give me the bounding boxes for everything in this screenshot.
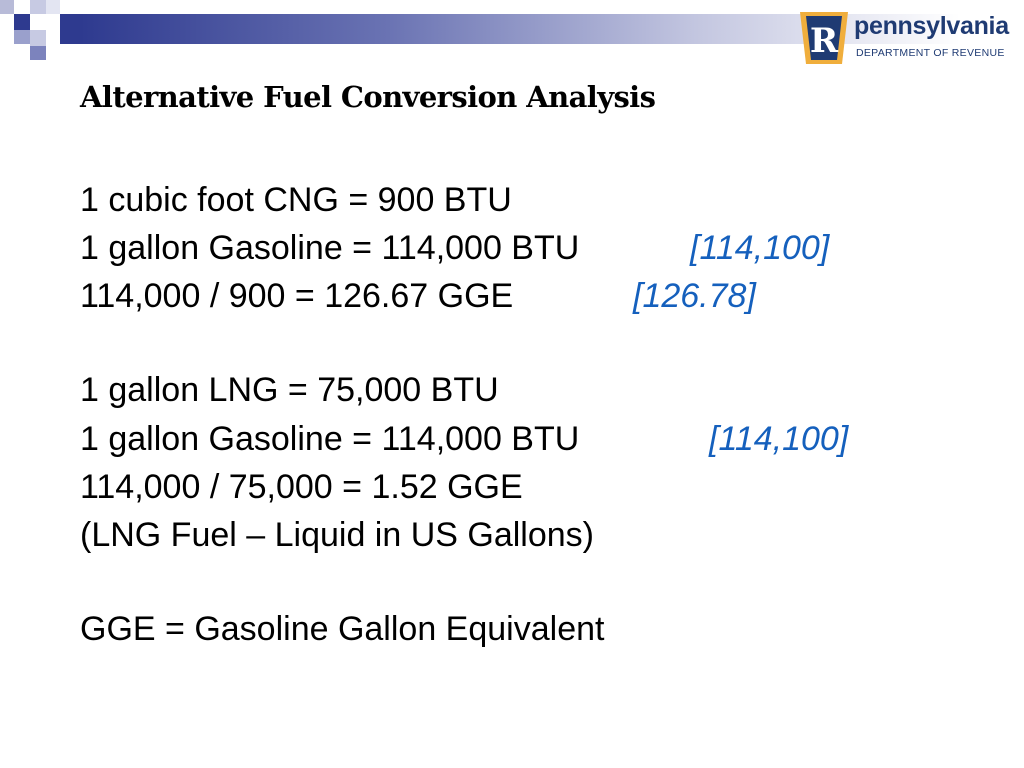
cng-line-1 [80, 180, 512, 220]
lng-line-2-note: [114,100] [709, 420, 849, 458]
decor-square [30, 0, 46, 14]
logo-name: pennsylvania [854, 12, 1009, 40]
decor-square [46, 0, 60, 14]
cng-line-3-note: [126.78] [633, 277, 756, 315]
slide-title: Alternative Fuel Conversion Analysis [80, 80, 656, 114]
lng-line-1-text: 1 gallon LNG = 75,000 BTU [80, 371, 499, 409]
lng-line-1 [80, 370, 499, 410]
gge-definition-text: GGE = Gasoline Gallon Equivalent [80, 610, 605, 648]
department-logo [794, 6, 1022, 68]
lng-line-4 [80, 515, 594, 555]
decor-square [46, 14, 60, 30]
cng-line-2 [80, 228, 830, 268]
lng-line-2-text: 1 gallon Gasoline = 114,000 BTU [80, 420, 580, 458]
lng-line-4-text: (LNG Fuel – Liquid in US Gallons) [80, 516, 595, 554]
cng-line-3-text: 114,000 / 900 = 126.67 GGE [80, 277, 514, 315]
decor-square [14, 14, 30, 30]
lng-line-3-text: 114,000 / 75,000 = 1.52 GGE [80, 468, 523, 506]
cng-line-2-note: [114,100] [690, 229, 830, 267]
lng-line-3 [80, 467, 523, 507]
gge-definition [80, 609, 604, 649]
corner-squares-decoration [0, 0, 90, 70]
decor-square [30, 46, 46, 60]
decor-square [0, 0, 14, 14]
cng-line-1-text: 1 cubic foot CNG = 900 BTU [80, 181, 512, 219]
keystone-icon [794, 6, 854, 68]
decor-square [30, 30, 46, 46]
decor-square [60, 14, 80, 44]
logo-department: DEPARTMENT OF REVENUE [856, 47, 1005, 59]
lng-line-2 [80, 419, 849, 459]
cng-line-3 [80, 276, 756, 316]
decor-square [14, 30, 30, 44]
cng-line-2-text: 1 gallon Gasoline = 114,000 BTU [80, 229, 580, 267]
logo-letter: R [809, 21, 839, 61]
